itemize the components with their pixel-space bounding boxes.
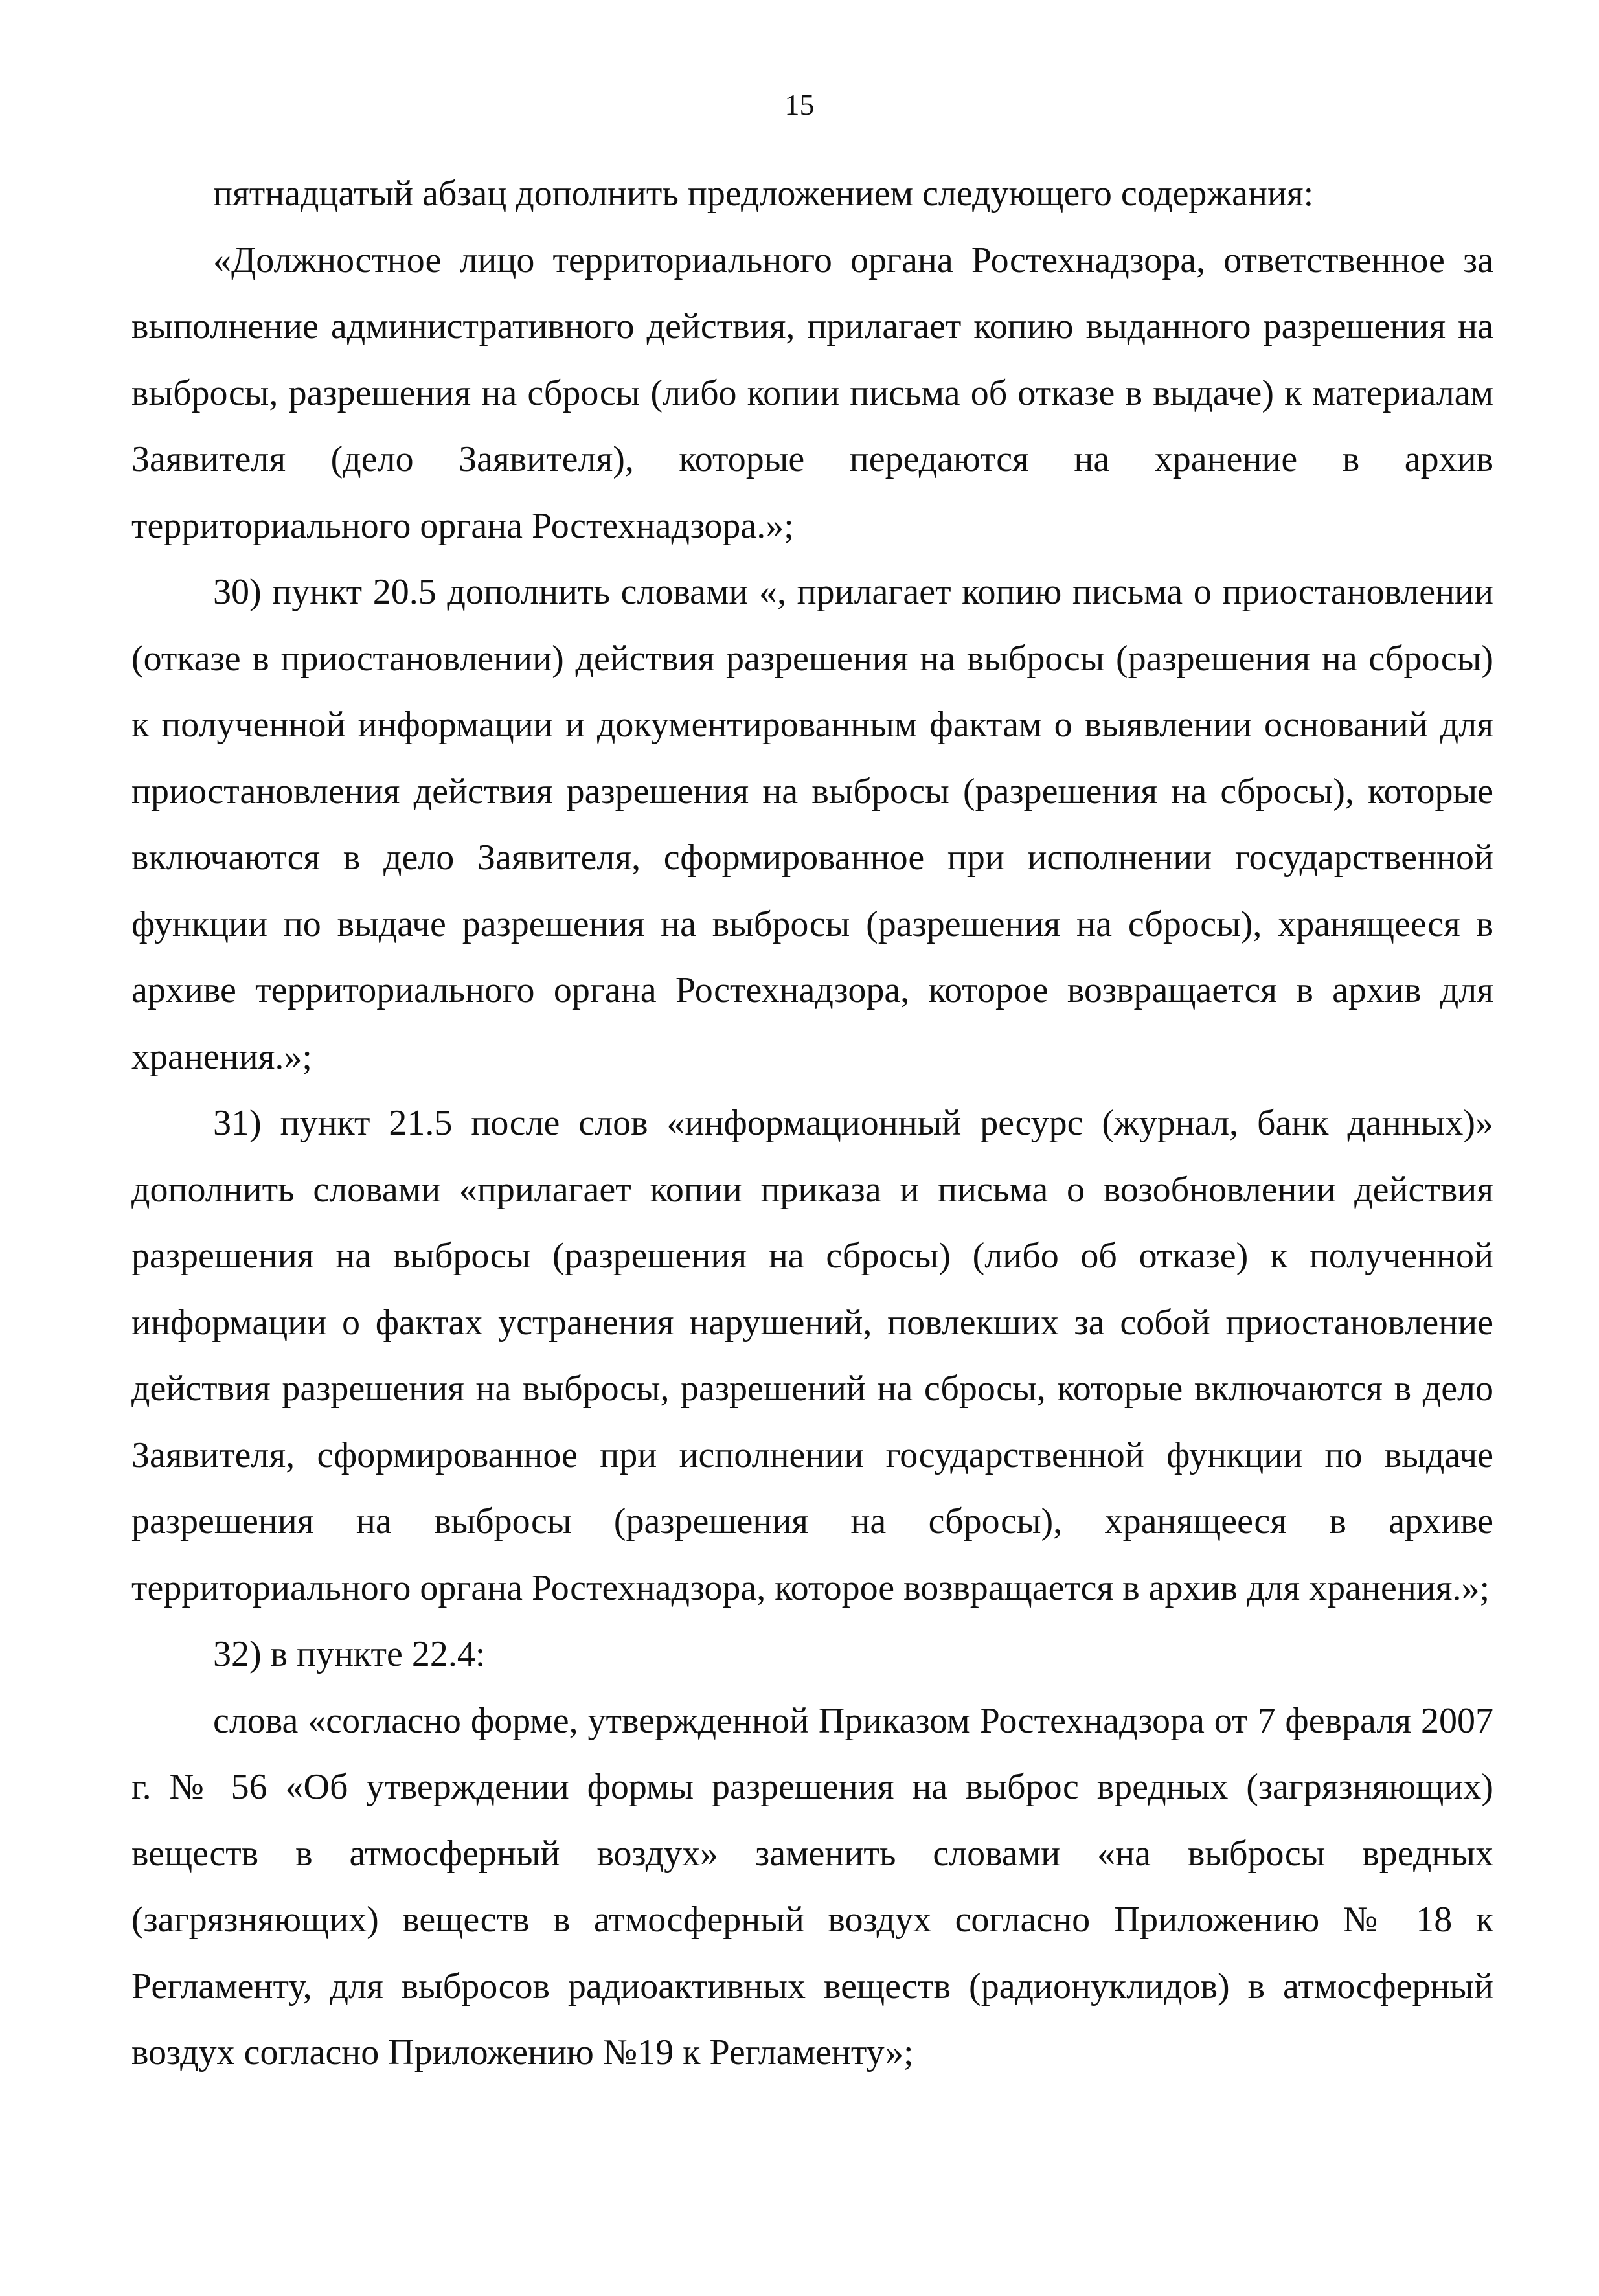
document-body (131, 161, 1493, 2086)
paragraph-item-32: 32) в пункте 22.4: (213, 1634, 486, 1674)
paragraph-item-32-words: слова «согласно форме, утвержденной Приказом Ростехнадзора от 7 февраля 2007 г. № 56 «Об утверждении формы разрешения на выброс вредных (загрязняющих) веществ в атмосферный воздух» заменить словами «на выбросы вредных (загрязняющих) веществ в атмосферный воздух согласно Приложению № 18 к Регламенту, для выбросов радиоактивных веществ (радионуклидов) в атмосферный воздух согласно Приложению №19 к Регламенту»; (131, 1700, 1493, 2073)
paragraph-item-30: 30) пункт 20.5 дополнить словами «, прилагает копию письма о приостановлении (отказе в приостановлении) действия разрешения на выбросы (разрешения на сбросы) к полученной информации и документированным фактам о выявлении оснований для приостановления действия разрешения на выбросы (разрешения на сбросы), которые включаются в дело Заявителя, сформированное при исполнении государственной функции по выдаче разрешения на выбросы (разрешения на сбросы), хранящееся в архиве территориального органа Ростехнадзора, которое возвращается в архив для хранения.»; (131, 572, 1493, 1077)
paragraph-intro: пятнадцатый абзац дополнить предложением следующего содержания: (213, 174, 1314, 214)
page-number: 15 (784, 88, 815, 121)
paragraph-item-31: 31) пункт 21.5 после слов «информационный ресурс (журнал, банк данных)» дополнить словами «прилагает копии приказа и письма о возобновлении действия разрешения на выбросы (разрешения на сбросы) (либо об отказе) к полученной информации о фактах устранения нарушений, повлекших за собой приостановление действия разрешения на выбросы, разрешений на сбросы, которые включаются в дело Заявителя, сформированное при исполнении государственной функции по выдаче разрешения на выбросы (разрешения на сбросы), хранящееся в архиве территориального органа Ростехнадзора, которое возвращается в архив для хранения.»; (131, 1103, 1493, 1608)
paragraph-quote: «Должностное лицо территориального органа Ростехнадзора, ответственное за выполнение административного действия, прилагает копию выданного разрешения на выбросы, разрешения на сбросы (либо копии письма об отказе в выдаче) к материалам Заявителя (дело Заявителя), которые передаются на хранение в архив территориального органа Ростехнадзора.»; (131, 240, 1493, 546)
